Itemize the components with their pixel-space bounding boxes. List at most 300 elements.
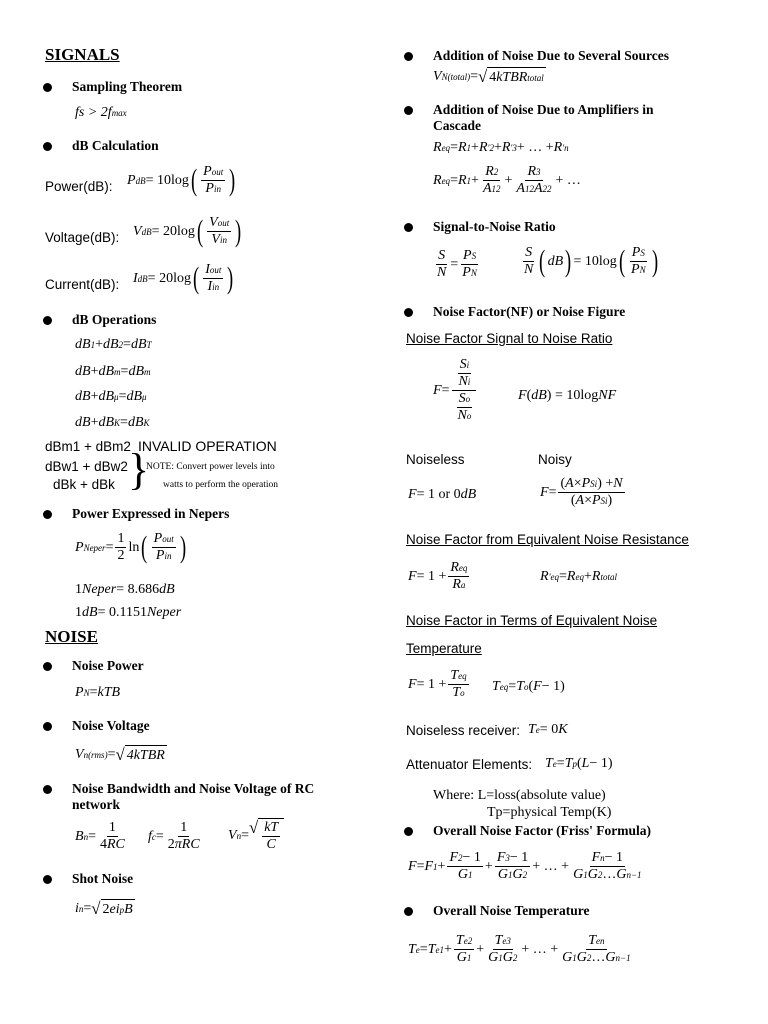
math-text: = [105, 539, 114, 555]
parentheses [195, 214, 244, 249]
math-subscript: in [212, 281, 220, 292]
denominator [450, 577, 467, 593]
math-subscript: 2 [512, 952, 518, 963]
math-text: G [605, 950, 616, 966]
numerator [454, 933, 474, 950]
bullet-label: dB Operations [72, 312, 157, 327]
math-text: × [584, 493, 592, 509]
radicand [487, 67, 546, 87]
radical-icon: √ [477, 67, 488, 86]
math-text: G [502, 950, 513, 966]
math-text: B [124, 902, 133, 917]
bullet-overall-temp [433, 903, 589, 919]
f-noisy-formula [540, 476, 627, 509]
math-text: dB [75, 415, 91, 430]
numerator [630, 245, 647, 262]
math-text: T [564, 756, 573, 771]
math-text: A [565, 476, 574, 491]
numerator [436, 248, 447, 265]
attenuator-label: Attenuator Elements: [406, 757, 533, 772]
math-text: 1 [180, 820, 188, 835]
math-subscript: eq [575, 572, 584, 582]
fraction [558, 476, 624, 509]
math-text: 1 [75, 605, 82, 620]
math-subscript: eq [458, 670, 467, 681]
math-subscript: K [143, 418, 150, 428]
right-paren: ) [235, 214, 242, 248]
math-text: = [241, 827, 249, 843]
current-formula [133, 261, 236, 296]
math-text: − 1) [589, 756, 613, 771]
math-subscript: N [470, 267, 477, 278]
math-subscript: S [471, 250, 477, 261]
math-subscript: 1 [583, 869, 588, 880]
math-subscript: 2 [542, 183, 548, 194]
denominator [154, 548, 174, 564]
math-subscript: 2 [586, 952, 592, 963]
voltage-label: Voltage(dB): [45, 230, 120, 245]
noisy-label: Noisy [538, 452, 572, 467]
math-subscript: N(total) [441, 72, 471, 82]
numerator [448, 668, 468, 685]
math-text: R [457, 172, 467, 188]
math-text: F [408, 568, 417, 584]
math-text: T [588, 933, 597, 948]
math-subscript: n [600, 852, 605, 863]
math-text: dB [75, 364, 91, 379]
math-subscript: μ [114, 392, 119, 402]
math-subscript: N [83, 688, 90, 698]
math-text: ( [528, 679, 534, 694]
snr-formula-1 [433, 248, 481, 281]
math-text: = [416, 858, 425, 874]
bullet-label-2: network [72, 797, 120, 812]
math-text: P [631, 244, 641, 260]
bullet-noise-factor [433, 304, 625, 320]
math-superscript: 2 [529, 183, 534, 194]
math-text: = 8.686 [116, 582, 160, 597]
math-text: + [90, 415, 99, 430]
right-paren: ) [179, 530, 186, 564]
math-text: kTB [97, 685, 121, 700]
db-op-2 [75, 364, 151, 380]
math-text: dB [159, 582, 175, 597]
math-text: P [127, 172, 136, 188]
parentheses [191, 261, 236, 296]
math-subscript: n−1 [626, 869, 642, 880]
friss-formula [408, 850, 646, 883]
math-text: P [205, 181, 214, 196]
math-text: R [457, 140, 467, 155]
math-text: P [463, 248, 472, 263]
fraction [451, 357, 477, 424]
math-text: = [155, 828, 164, 844]
temp-formula [408, 933, 635, 966]
math-text: R [553, 140, 563, 155]
math-subscript: 1 [508, 869, 513, 880]
math-subscript: total [600, 572, 617, 582]
math-text: = 1 + [416, 568, 447, 584]
math-text: 4 [99, 837, 107, 853]
math-text: = [118, 389, 127, 404]
power-formula [127, 163, 237, 198]
math-subscript: eq [458, 562, 468, 573]
math-text: T [427, 941, 436, 957]
math-text: 1 [108, 820, 116, 835]
math-subscript: i [466, 359, 470, 370]
fraction [454, 933, 474, 966]
math-text: R [485, 164, 494, 179]
math-subscript: e [552, 759, 557, 769]
db-op-4 [75, 415, 150, 431]
math-subscript: 2 [597, 869, 603, 880]
math-text: kTBR [496, 70, 528, 85]
radicand [125, 745, 167, 765]
math-subscript: T [146, 340, 152, 350]
voltage-formula [133, 214, 243, 249]
math-text: ( [526, 388, 532, 403]
math-text: ( [577, 756, 582, 771]
nf-snr-title: Noise Factor Signal to Noise Ratio [406, 331, 613, 346]
denominator [456, 374, 472, 390]
f-noiseless-formula [408, 487, 476, 503]
math-superscript: 2 [547, 183, 552, 194]
math-subscript: n−1 [615, 952, 631, 963]
math-subscript: 3 [512, 143, 517, 153]
math-text: + [95, 337, 103, 352]
denominator [115, 548, 126, 564]
radical-icon: √ [115, 745, 125, 764]
math-text: = 0 [539, 722, 559, 737]
math-superscript: 2 [496, 183, 501, 194]
math-text: A [516, 181, 525, 197]
math-text: RC [106, 837, 125, 853]
math-text: 2 [167, 837, 175, 853]
math-text: P [631, 262, 640, 277]
math-subscript: dB [135, 175, 146, 186]
numerator [178, 820, 189, 837]
parentheses [189, 163, 238, 198]
paren-body [201, 262, 225, 295]
math-subscript: out [162, 533, 174, 544]
math-text: T [452, 685, 461, 701]
denominator [209, 232, 229, 248]
math-subscript: m [114, 367, 121, 377]
math-text: N [458, 374, 468, 390]
math-text: kT [264, 820, 279, 835]
math-text: + … + [521, 941, 559, 957]
math-text: F [496, 850, 506, 865]
square-root [91, 899, 134, 919]
numerator [115, 531, 126, 548]
math-subscript: μ [142, 392, 147, 402]
bullet-label: Overall Noise Temperature [433, 903, 590, 918]
math-text: V [211, 232, 220, 247]
math-subscript: dB [141, 226, 152, 237]
math-text: I [205, 261, 210, 277]
note-line-2: watts to perform the operation [163, 480, 279, 490]
numerator [461, 248, 478, 265]
numerator [447, 850, 482, 867]
math-text: ) + [597, 476, 614, 491]
math-text: = [120, 364, 129, 379]
radical-icon: √ [248, 818, 259, 837]
denominator [486, 950, 519, 966]
numerator [493, 933, 513, 950]
shot-formula [75, 899, 135, 919]
math-text: = 10log [145, 172, 189, 188]
radical-icon: √ [91, 899, 101, 918]
math-subscript: max [111, 108, 127, 118]
math-text: P [203, 163, 212, 179]
math-text: K [558, 722, 568, 737]
fraction [203, 262, 223, 295]
math-text: = [450, 172, 458, 188]
math-text: = [419, 941, 428, 957]
math-text: G [457, 867, 468, 883]
denominator [435, 265, 448, 281]
math-text: P [581, 476, 591, 491]
radicand [101, 899, 135, 919]
math-text: P [155, 548, 165, 563]
math-text: + [90, 389, 99, 404]
math-text: 4kTBR [126, 748, 165, 763]
bullet-cascade [433, 102, 654, 134]
f-snr-formula [433, 357, 479, 424]
math-text: G [576, 950, 587, 966]
math-text: V [228, 827, 237, 843]
fraction [435, 248, 448, 281]
fraction [460, 248, 479, 281]
numerator [458, 357, 472, 374]
math-text: P [75, 539, 84, 555]
math-subscript: 1 [498, 952, 503, 963]
bullet-label: Noise Factor(NF) or Noise Figure [433, 304, 626, 319]
math-text: = [89, 685, 98, 700]
math-text: A [482, 181, 492, 197]
bullet-label: Power Expressed in Nepers [72, 506, 230, 521]
bullet-label: Shot Noise [72, 871, 134, 886]
denominator [455, 950, 474, 966]
paren-body [627, 245, 650, 278]
math-text: 2 [117, 548, 125, 563]
numerator [495, 850, 530, 867]
numerator [523, 245, 534, 262]
math-text: = [556, 756, 565, 771]
current-label: Current(dB): [45, 277, 120, 292]
math-text: f [148, 828, 152, 844]
denominator [514, 181, 553, 197]
math-text: dB [102, 337, 119, 352]
math-text: V [133, 223, 142, 239]
math-text: fs > 2 [75, 105, 108, 120]
math-subscript: 1 [433, 861, 438, 872]
nf-temp-title-2: Temperature [406, 641, 482, 656]
bullet-label-2: Cascade [433, 118, 481, 133]
math-subscript: a [460, 579, 466, 590]
denominator [265, 837, 278, 853]
bullet-noise-voltage [72, 718, 150, 734]
denominator [450, 685, 466, 701]
where-line-1: Where: L=loss(absolute value) [433, 788, 606, 803]
math-text: + [583, 569, 592, 584]
math-text: dB [547, 253, 564, 269]
math-text: I [207, 279, 213, 294]
bullet-label: Addition of Noise Due to Several Sources [433, 48, 669, 63]
noise-voltage-formula [75, 745, 167, 765]
numerator [457, 391, 473, 408]
left-paren: ( [141, 530, 148, 564]
math-text: P [75, 685, 84, 700]
math-text: F [408, 487, 417, 502]
denominator [571, 867, 643, 883]
math-text: = [548, 484, 557, 500]
math-text: T [408, 941, 416, 957]
math-text: T [528, 722, 536, 737]
math-text: S [525, 244, 533, 260]
math-text: + [471, 140, 479, 155]
math-text: G [488, 950, 499, 966]
math-text: R [527, 164, 536, 179]
math-text: S [459, 357, 467, 372]
denominator [205, 279, 221, 295]
math-subscript: e [415, 944, 420, 955]
math-text: = [83, 901, 92, 916]
math-subscript: 3 [536, 166, 541, 177]
math-text: … [602, 867, 617, 883]
te-att-formula [545, 756, 613, 772]
math-text: F [424, 858, 434, 874]
noiseless-receiver-label: Noiseless receiver: [406, 723, 521, 738]
math-subscript: 1 [524, 183, 530, 194]
denominator [560, 950, 632, 966]
math-subscript: K [114, 418, 121, 428]
math-subscript: in [164, 550, 172, 561]
right-paren: ) [651, 244, 658, 278]
radicand [258, 818, 284, 853]
math-superscript: ' [562, 143, 565, 153]
bullet-noise-power [72, 658, 144, 674]
math-text: N [613, 476, 623, 491]
math-text: ei [109, 902, 120, 917]
math-text: F [433, 382, 442, 398]
math-subscript: e [535, 725, 540, 735]
paren-body [150, 531, 178, 564]
fraction [560, 933, 632, 966]
fraction [201, 164, 225, 197]
bullet-label: Noise Voltage [72, 718, 150, 733]
numerator [558, 476, 624, 493]
math-subscript: out [209, 264, 222, 275]
math-text: S [458, 391, 466, 407]
math-text: dB [128, 364, 144, 379]
math-text: + [471, 172, 479, 188]
math-text: = [120, 415, 128, 430]
fraction [456, 357, 472, 390]
denominator [455, 408, 473, 424]
teq-formula [492, 679, 565, 695]
parentheses [139, 530, 188, 565]
math-text: B [75, 828, 84, 844]
math-text: T [492, 679, 500, 694]
math-text: T [516, 679, 524, 694]
math-subscript: o [460, 687, 465, 698]
math-text: − 1 [509, 850, 529, 865]
math-text: + [476, 941, 485, 957]
math-text: dB [75, 337, 91, 352]
math-text: G [616, 867, 627, 883]
math-text: G [497, 867, 509, 883]
math-subscript: o [465, 394, 471, 405]
math-subscript: n [236, 830, 242, 841]
bullet-label: dB Calculation [72, 138, 159, 153]
fraction [486, 933, 519, 966]
numerator [107, 820, 118, 837]
math-text: R [450, 560, 459, 575]
te-zero-formula [528, 722, 568, 738]
left-paren: ( [193, 261, 200, 295]
denominator [98, 837, 127, 853]
bullet-shot-noise [72, 871, 133, 887]
math-text: = [559, 569, 567, 584]
math-text: = 0.1151 [97, 605, 147, 620]
bullet-db-operations [72, 312, 156, 328]
math-subscript: 1 [491, 183, 496, 194]
math-text: 1 [117, 530, 125, 546]
bullet-label: Overall Noise Factor (Friss' Formula) [433, 823, 651, 838]
bullet-sampling-theorem [72, 79, 182, 95]
math-subscript: eq [550, 572, 559, 582]
math-text: R [501, 140, 511, 155]
math-text: NF [598, 388, 617, 403]
math-subscript: o [466, 411, 472, 422]
denominator [629, 262, 648, 278]
math-subscript: p [119, 905, 125, 915]
bn-formula [75, 820, 129, 853]
math-text: F [449, 850, 458, 865]
denominator [456, 867, 475, 883]
neper-formula [75, 530, 188, 565]
denominator [522, 262, 535, 278]
square-root [115, 745, 166, 765]
math-subscript: e3 [502, 935, 511, 946]
math-subscript: eq [499, 682, 509, 692]
fraction [166, 820, 202, 853]
paren-body [548, 254, 564, 270]
math-text: P [591, 493, 601, 509]
math-text: V [209, 214, 218, 230]
fraction [514, 164, 553, 197]
math-text: F [518, 388, 527, 403]
math-text: R [433, 172, 442, 188]
numerator [448, 560, 469, 577]
denominator [166, 837, 202, 853]
math-text: P [462, 265, 471, 281]
math-text: dB [98, 415, 115, 430]
square-root [478, 67, 546, 87]
noise-power-formula [75, 685, 120, 701]
bullet-several-sources [433, 48, 669, 64]
math-text: + [484, 858, 493, 874]
math-subscript: in [213, 183, 221, 194]
math-text: dB [127, 415, 144, 430]
math-text: dB [460, 487, 477, 502]
math-text: G [456, 950, 467, 966]
math-superscript: ' [548, 572, 551, 582]
math-text: ) = 10log [546, 388, 599, 403]
math-text: + … + [532, 858, 570, 874]
math-text: + [90, 364, 99, 379]
